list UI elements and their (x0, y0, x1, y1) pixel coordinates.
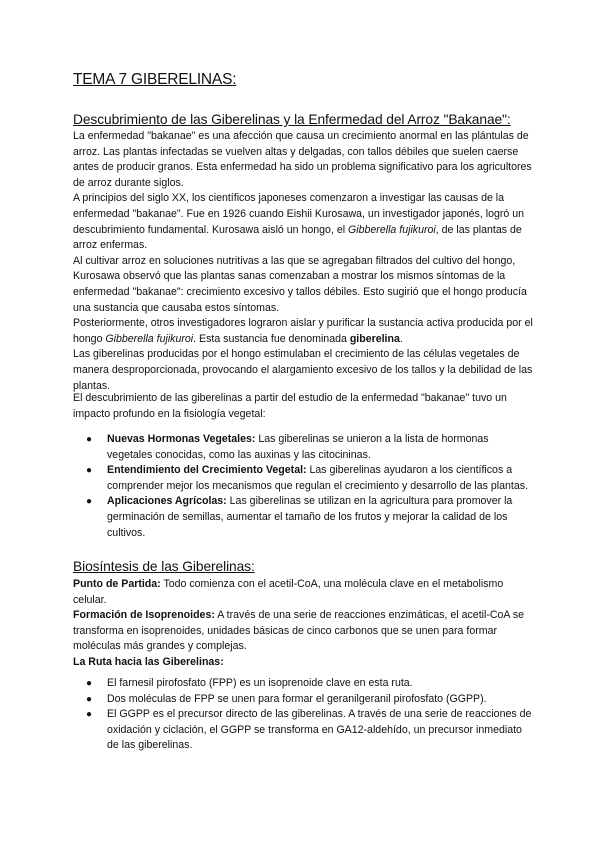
paragraph (73, 577, 533, 608)
paragraph (73, 316, 533, 347)
list-item (73, 494, 533, 541)
paragraph: Las giberelinas producidas por el hongo estimulaban el crecimiento de las células vegetales de manera desproporcionada, provocando el alargamiento excesivo de los tallos y la debilidad de las plantas. (73, 348, 533, 392)
bullet-icon: ● (86, 496, 93, 508)
paragraph (73, 191, 533, 253)
bullet-icon: ● (86, 693, 93, 705)
bullet-icon: ● (86, 678, 93, 689)
list-item-text: El GGPP es el precursor directo de las giberelinas. A través de una serie de reacciones de oxidación y ciclación, el GGPP se transforma en GA12-aldehído, un precursor inmediato de las giberelinas. (107, 708, 532, 752)
page-title: TEMA 7 GIBERELINAS: (73, 71, 237, 88)
text-run: . (399, 332, 403, 345)
species-name: Gibberella fujikuroi (348, 223, 436, 236)
text-run: Todo comienza con el acetil-CoA, una molécula clave en el metabolismo celular. (73, 578, 504, 606)
bullet-icon: ● (86, 434, 93, 445)
paragraph: La enfermedad "bakanae" es una afección que causa un crecimiento anormal en las plántulas de arroz. Las plantas infectadas se vuelven altas y delgadas, con tallos débiles que suelen caerse antes de producir granos. Esta enfermedad ha sido un problema significativo para los agricultores de arroz durante siglos. (73, 130, 532, 189)
list-item (73, 692, 533, 708)
text-run: A través de una serie de reacciones enzimáticas, el acetil-CoA se transforma en isoprenoides, unidades básicas de cinco carbonos que se unen para formar moléculas más grandes y complejas. (73, 609, 525, 653)
list-item (73, 707, 533, 754)
pathway-list (73, 676, 533, 754)
text-run: , de las plantas de arroz enfermas. (73, 223, 522, 252)
list-item-title: Nuevas Hormonas Vegetales: (107, 433, 256, 445)
bullet-icon: ● (86, 465, 93, 477)
list-item (73, 432, 533, 463)
text-run: Posteriormente, otros investigadores lograron aislar y purificar la sustancia activa producida por el hongo (73, 317, 533, 345)
list-item (73, 676, 533, 692)
list-item-title: Aplicaciones Agrícolas: (107, 495, 227, 508)
list-item-text: Dos moléculas de FPP se unen para formar el geranilgeranil pirofosfato (GGPP). (107, 692, 487, 705)
text-run: A principios del siglo XX, los científicos japoneses comenzaron a investigar las causas de la enfermedad "bakanae". Fue en 1926 cuando Eishii Kurosawa, un investigador japonés, logró un descubrimiento fundamental. Kurosawa aisló un hongo, el (73, 192, 524, 236)
key-term: La Ruta hacia las Giberelinas: (73, 655, 224, 668)
key-term: Punto de Partida: (73, 578, 161, 590)
section-discovery-impact (73, 391, 535, 422)
impact-list (73, 432, 533, 541)
key-term: Formación de Isoprenoides: (73, 609, 215, 622)
list-item-text: El farnesil pirofosfato (FPP) es un isoprenoide clave en esta ruta. (107, 677, 413, 689)
paragraph (73, 655, 533, 671)
section-heading-discovery: Descubrimiento de las Giberelinas y la Enfermedad del Arroz "Bakanae": (73, 112, 511, 127)
bullet-icon: ● (86, 709, 93, 721)
paragraph: Al cultivar arroz en soluciones nutritivas a las que se agregaban filtrados del cultivo del hongo, Kurosawa observó que las plantas sanas comenzaban a mostrar los mismos síntomas de la enfermedad "bakanae": crecimiento excesivo y tallos débiles. Esto sugirió que el hongo producía una sustancia que causaba estos síntomas. (73, 254, 527, 314)
list-item (73, 463, 533, 494)
section-discovery-body (73, 129, 533, 394)
list-item-text: Las giberelinas ayudaron a los científicos a comprender mejor los mecanismos que regulan el crecimiento y desarrollo de las plantas. (107, 464, 529, 492)
species-name: Gibberella fujikuroi (105, 332, 194, 345)
section-biosynthesis-body (73, 577, 533, 671)
list-item-text: Las giberelinas se utilizan en la agricultura para promover la germinación de semillas, aumentar el tamaño de los frutos y mejorar la calidad de los cultivos. (107, 495, 513, 539)
paragraph (73, 608, 533, 655)
text-run: . Esta sustancia fue denominada (193, 332, 350, 345)
paragraph: El descubrimiento de las giberelinas a partir del estudio de la enfermedad "bakanae" tuvo un impacto profundo en la fisiología vegetal: (73, 392, 507, 420)
key-term: giberelina (349, 332, 400, 345)
list-item-title: Entendimiento del Crecimiento Vegetal: (107, 464, 307, 477)
list-item-text: Las giberelinas se unieron a la lista de hormonas vegetales conocidas, como las auxinas y las citocininas. (107, 433, 489, 461)
section-heading-biosynthesis: Biosíntesis de las Giberelinas: (73, 559, 255, 574)
